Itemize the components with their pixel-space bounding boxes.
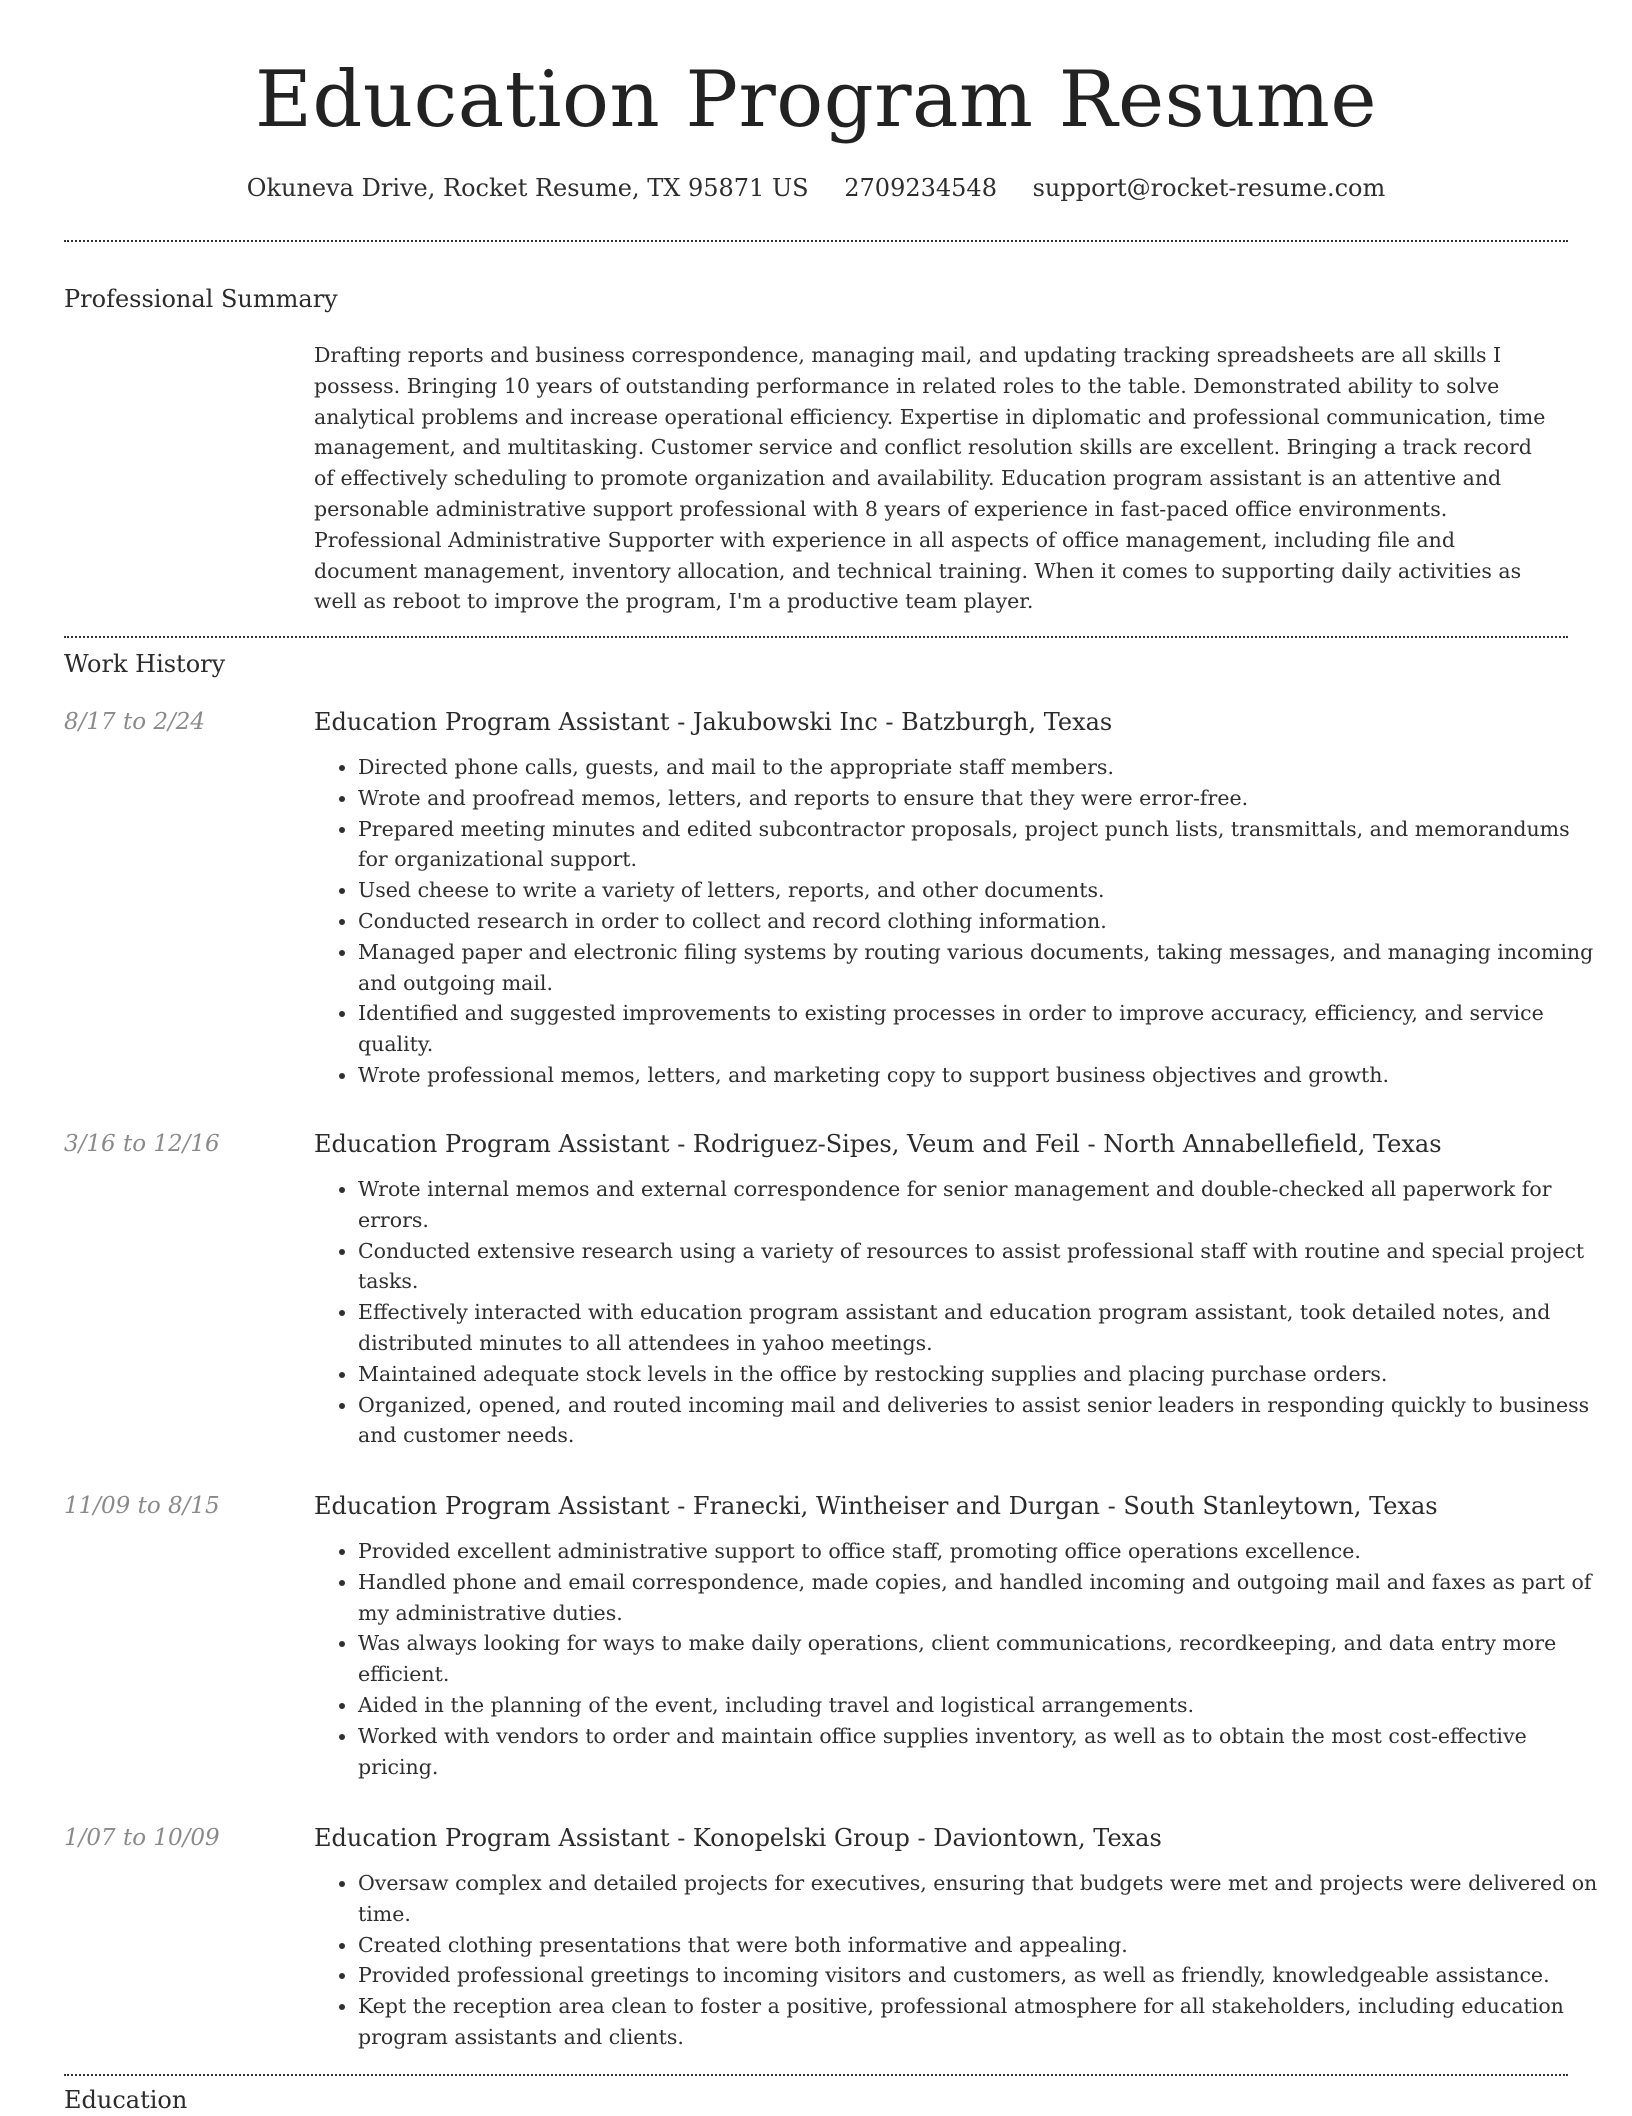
work-section-title: Work History (64, 650, 226, 678)
job-bullet: • Kept the reception area clean to foster a positive, professional atmosphere for all stakeholders, including education program assistants and clients. (358, 1991, 1598, 2053)
education-section-title: Education (64, 2086, 188, 2114)
job-bullet: • Worked with vendors to order and maintain office supplies inventory, as well as to obtain the most cost-effective pricing. (358, 1721, 1598, 1783)
job-dates: 3/16 to 12/16 (64, 1131, 220, 1157)
job-bullet: • Maintained adequate stock levels in the office by restocking supplies and placing purchase orders. (358, 1359, 1598, 1390)
summary-section-title: Professional Summary (64, 285, 338, 313)
job-bullet: • Conducted research in order to collect and record clothing information. (358, 906, 1598, 937)
job-bullet: • Provided excellent administrative support to office staff, promoting office operations excellence. (358, 1536, 1598, 1567)
job-heading: Education Program Assistant - Konopelski Group - Daviontown, Texas (314, 1824, 1162, 1852)
job-bullet: • Created clothing presentations that were both informative and appealing. (358, 1930, 1598, 1961)
job-bullet: • Effectively interacted with education program assistant and education program assistant, took detailed notes, and distributed minutes to all attendees in yahoo meetings. (358, 1297, 1598, 1359)
job-bullet: • Wrote internal memos and external correspondence for senior management and double-checked all paperwork for errors. (358, 1174, 1598, 1236)
summary-text: Drafting reports and business correspondence, managing mail, and updating tracking spreadsheets are all skills I possess. Bringing 10 years of outstanding performance in related roles to the table. Demonstrated ability to solve analytical problems and increase operational efficiency. Expertise in diplomatic and professional communication, time management, and multitasking. Customer service and conflict resolution skills are excellent. Bringing a track record of effectively scheduling to promote organization and availability. Education program assistant is an attentive and personable administrative support professional with 8 years of experience in fast-paced office environments. Professional Administrative Supporter with experience in all aspects of office management, including file and document management, inventory allocation, and technical training. When it comes to supporting daily activities as well as reboot to improve the program, I'm a productive team player. (314, 343, 1546, 614)
job-bullet: • Identified and suggested improvements to existing processes in order to improve accuracy, efficiency, and service quality. (358, 998, 1598, 1060)
job-dates: 1/07 to 10/09 (64, 1825, 220, 1851)
job-bullet: • Prepared meeting minutes and edited subcontractor proposals, project punch lists, transmittals, and memorandums for organizational support. (358, 814, 1598, 876)
job-heading: Education Program Assistant - Franecki, Wintheiser and Durgan - South Stanleytown, Texas (314, 1492, 1438, 1520)
job-bullet: • Provided professional greetings to incoming visitors and customers, as well as friendly, knowledgeable assistance. (358, 1960, 1598, 1991)
job-bullets (314, 1536, 1598, 1782)
job-bullets (314, 1868, 1598, 2053)
divider (64, 2074, 1568, 2076)
divider (64, 240, 1568, 242)
job-bullet: • Managed paper and electronic filing systems by routing various documents, taking messages, and managing incoming and outgoing mail. (358, 937, 1598, 999)
job-bullet: • Oversaw complex and detailed projects for executives, ensuring that budgets were met and projects were delivered on time. (358, 1868, 1598, 1930)
job-bullet: • Conducted extensive research using a variety of resources to assist professional staff with routine and special project tasks. (358, 1236, 1598, 1298)
divider (64, 636, 1568, 638)
job-bullet: • Used cheese to write a variety of letters, reports, and other documents. (358, 875, 1598, 906)
job-dates: 11/09 to 8/15 (64, 1493, 220, 1519)
job-bullet: • Aided in the planning of the event, including travel and logistical arrangements. (358, 1690, 1598, 1721)
job-bullet: • Wrote professional memos, letters, and marketing copy to support business objectives and growth. (358, 1060, 1598, 1091)
job-bullet: • Wrote and proofread memos, letters, and reports to ensure that they were error-free. (358, 783, 1598, 814)
job-dates: 8/17 to 2/24 (64, 709, 206, 735)
job-bullet: • Was always looking for ways to make daily operations, client communications, recordkeeping, and data entry more efficient. (358, 1628, 1598, 1690)
job-bullets (314, 1174, 1598, 1451)
job-bullet: • Handled phone and email correspondence, made copies, and handled incoming and outgoing mail and faxes as part of my administrative duties. (358, 1567, 1598, 1629)
job-bullet: • Organized, opened, and routed incoming mail and deliveries to assist senior leaders in responding quickly to business and customer needs. (358, 1390, 1598, 1452)
job-heading: Education Program Assistant - Jakubowski Inc - Batzburgh, Texas (314, 708, 1113, 736)
job-heading: Education Program Assistant - Rodriguez-Sipes, Veum and Feil - North Annabellefield, Texas (314, 1130, 1442, 1158)
contact-phone: 2709234548 (844, 174, 997, 202)
resume-title: Education Program Resume (254, 55, 1378, 145)
job-bullets (314, 752, 1598, 1091)
contact-email[interactable]: support@rocket-resume.com (1032, 174, 1386, 202)
contact-address: Okuneva Drive, Rocket Resume, TX 95871 US (246, 174, 809, 202)
contact-line (64, 170, 1568, 206)
job-bullet: • Directed phone calls, guests, and mail to the appropriate staff members. (358, 752, 1598, 783)
